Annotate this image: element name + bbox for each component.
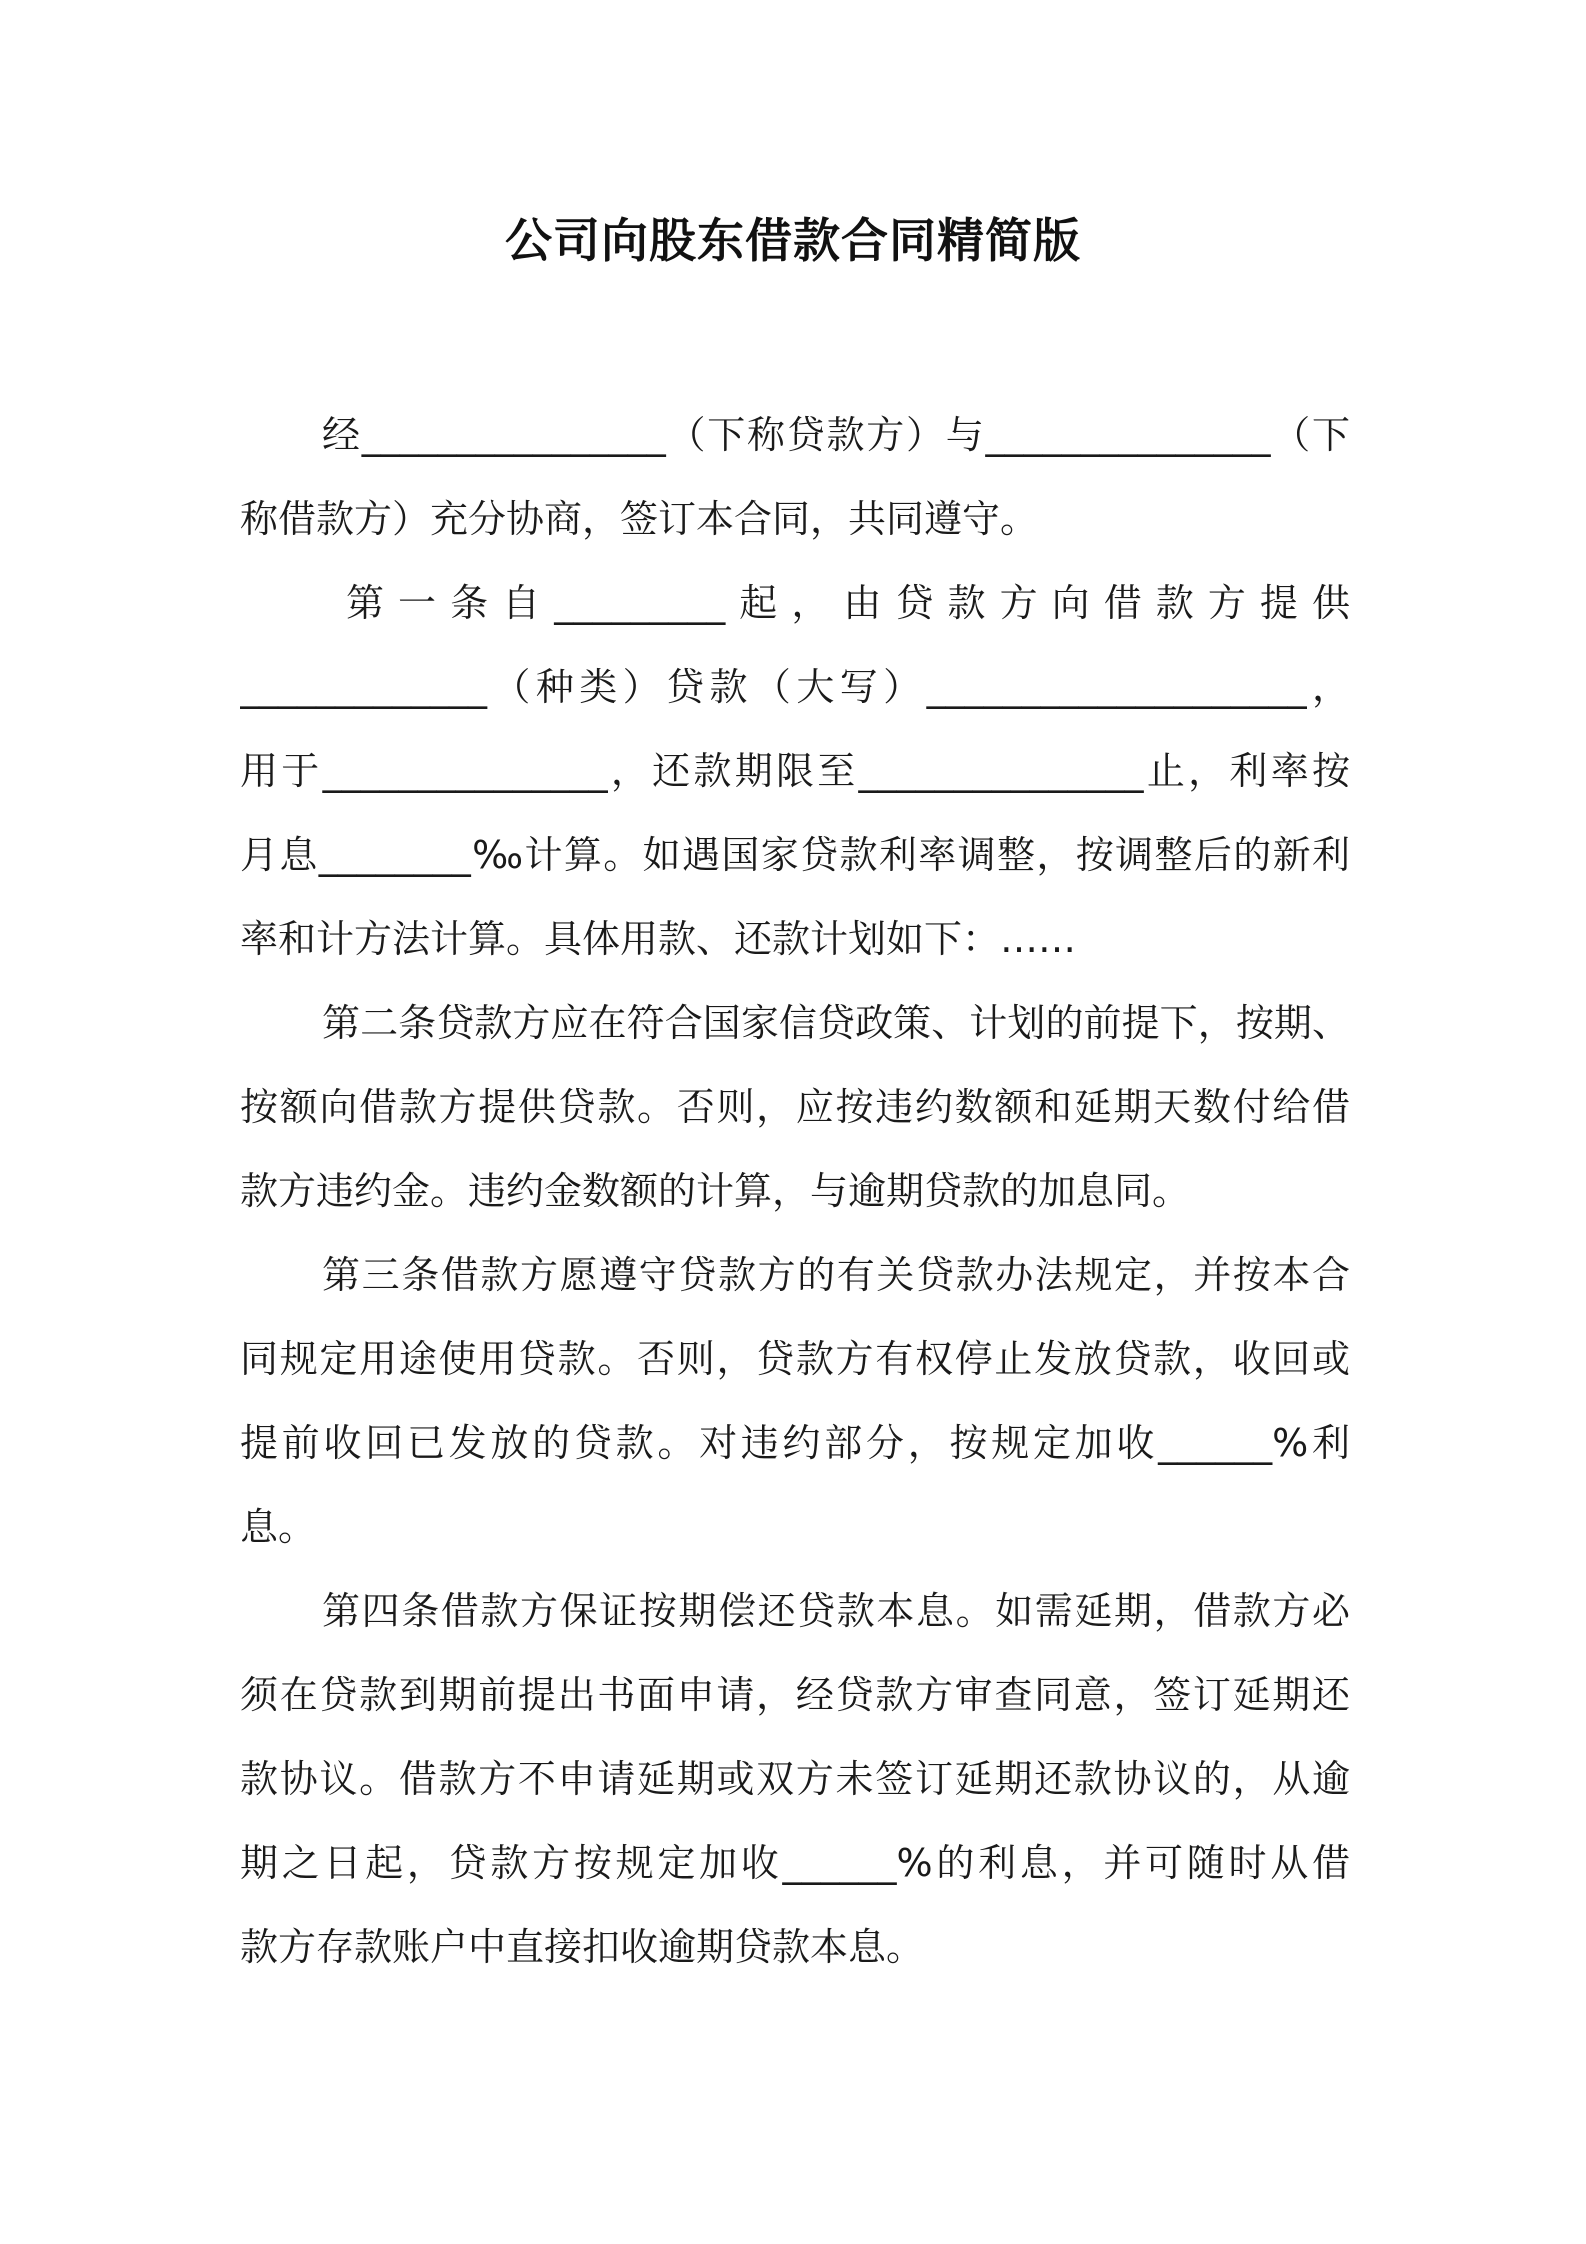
paragraph-line: 息。 (240, 1505, 317, 1549)
paragraph-line: _____________（种类）贷款（大写）____________________， (240, 665, 1350, 709)
paragraph-line: 款方存款账户中直接扣收逾期贷款本息。 (240, 1925, 925, 1969)
paragraph-line: 期之日起，贷款方按规定加收______%的利息，并可随时从借 (240, 1841, 1350, 1885)
paragraph-line: 经________________（下称贷款方）与_______________（下 (322, 413, 1350, 457)
paragraph-line: 第一条自_________起，由贷款方向借款方提供 (346, 581, 1350, 625)
paragraph-line: 率和计方法计算。具体用款、还款计划如下：…… (240, 917, 1077, 961)
paragraph-line: 同规定用途使用贷款。否则，贷款方有权停止发放贷款，收回或 (240, 1337, 1350, 1381)
paragraph-line: 第二条贷款方应在符合国家信贷政策、计划的前提下，按期、 (322, 1001, 1350, 1045)
paragraph-line: 提前收回已发放的贷款。对违约部分，按规定加收______%利 (240, 1421, 1350, 1465)
paragraph-line: 按额向借款方提供贷款。否则，应按违约数额和延期天数付给借 (240, 1085, 1350, 1129)
paragraph-line: 须在贷款到期前提出书面申请，经贷款方审查同意，签订延期还 (240, 1673, 1350, 1717)
paragraph-line: 款方违约金。违约金数额的计算，与逾期贷款的加息同。 (240, 1169, 1191, 1213)
paragraph-line: 称借款方）充分协商，签订本合同，共同遵守。 (240, 497, 1039, 541)
paragraph-line: 第四条借款方保证按期偿还贷款本息。如需延期，借款方必 (322, 1589, 1350, 1633)
paragraph-line: 月息________‰计算。如遇国家贷款利率调整，按调整后的新利 (240, 833, 1350, 877)
paragraph-line: 款协议。借款方不申请延期或双方未签订延期还款协议的，从逾 (240, 1757, 1350, 1801)
paragraph-line: 用于_______________，还款期限至_______________止，利率按 (240, 749, 1350, 793)
paragraph-line: 第三条借款方愿遵守贷款方的有关贷款办法规定，并按本合 (322, 1253, 1350, 1297)
document-title: 公司向股东借款合同精简版 (505, 214, 1081, 269)
